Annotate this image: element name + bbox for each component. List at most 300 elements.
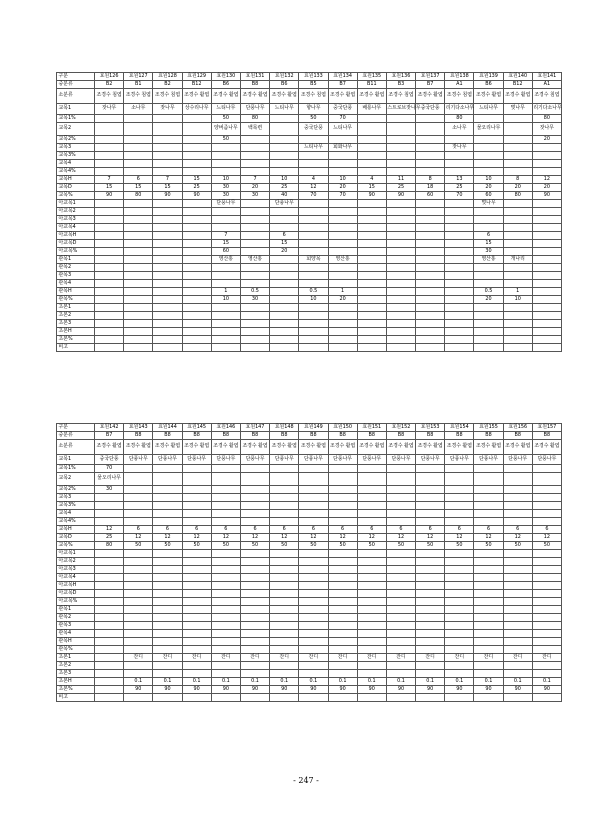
table-cell xyxy=(386,646,415,654)
table-cell: B5 xyxy=(299,81,328,89)
table-cell xyxy=(416,272,445,280)
table-cell xyxy=(445,473,474,486)
table-cell xyxy=(240,630,269,638)
table-cell xyxy=(474,638,503,646)
table-cell xyxy=(124,224,153,232)
table-cell: 90 xyxy=(182,686,211,694)
table-cell xyxy=(416,160,445,168)
table-cell xyxy=(153,494,182,502)
table-cell xyxy=(182,558,211,566)
row-header: 교목3 xyxy=(57,494,95,502)
table-cell xyxy=(532,232,561,240)
table-cell xyxy=(474,216,503,224)
table-cell: B12 xyxy=(503,81,532,89)
row-header: 교목% xyxy=(57,542,95,550)
table-cell: B8 xyxy=(153,432,182,440)
table-cell xyxy=(211,328,240,336)
table-cell xyxy=(124,630,153,638)
table-cell: 90 xyxy=(474,686,503,694)
table-cell xyxy=(182,123,211,136)
table-cell: 단풍나무 xyxy=(153,455,182,465)
table-cell xyxy=(474,224,503,232)
table-cell xyxy=(474,280,503,288)
table-cell xyxy=(357,264,386,272)
table-cell xyxy=(357,115,386,123)
row-header: 중분류 xyxy=(57,81,95,89)
table-row xyxy=(57,344,562,352)
row-header: 교목D xyxy=(57,184,95,192)
table-cell xyxy=(299,208,328,216)
table-cell xyxy=(532,240,561,248)
table-cell xyxy=(270,216,299,224)
table-cell xyxy=(270,296,299,304)
table-cell xyxy=(328,582,357,590)
table-cell xyxy=(95,518,124,526)
row-header: 아교목1 xyxy=(57,200,95,208)
table-cell xyxy=(124,582,153,590)
table-cell xyxy=(299,646,328,654)
table-cell xyxy=(211,694,240,702)
table-row xyxy=(57,248,562,256)
row-header: 교목4% xyxy=(57,168,95,176)
table-cell xyxy=(532,630,561,638)
table-cell xyxy=(182,502,211,510)
table-cell xyxy=(153,670,182,678)
table-cell xyxy=(503,473,532,486)
table-cell xyxy=(503,115,532,123)
table-row xyxy=(57,320,562,328)
table-cell xyxy=(270,168,299,176)
table-cell: 6 xyxy=(299,526,328,534)
table-cell xyxy=(124,465,153,473)
table-cell xyxy=(270,598,299,606)
table-cell: 50 xyxy=(416,542,445,550)
table-cell: 12 xyxy=(270,534,299,542)
table-cell xyxy=(532,622,561,630)
row-header: 아교목D xyxy=(57,240,95,248)
table-cell xyxy=(240,550,269,558)
table-cell: 12 xyxy=(240,534,269,542)
table-cell: 잔디 xyxy=(211,654,240,662)
table-cell xyxy=(532,502,561,510)
row-header: 초본% xyxy=(57,686,95,694)
table-cell xyxy=(182,638,211,646)
row-header: 관목% xyxy=(57,646,95,654)
table-cell: B8 xyxy=(328,432,357,440)
table-cell xyxy=(153,486,182,494)
page-number: - 247 - xyxy=(293,776,319,785)
table-cell xyxy=(124,694,153,702)
table-cell xyxy=(328,670,357,678)
table-cell: 25 xyxy=(445,184,474,192)
table-cell: 0.1 xyxy=(445,678,474,686)
table-cell: 10 xyxy=(211,176,240,184)
table-cell: B8 xyxy=(182,432,211,440)
table-cell xyxy=(240,240,269,248)
table-cell xyxy=(270,152,299,160)
table-cell: 90 xyxy=(182,192,211,200)
table-cell xyxy=(182,264,211,272)
table-row xyxy=(57,144,562,152)
table-cell xyxy=(386,336,415,344)
table-cell xyxy=(211,272,240,280)
table-cell: 조경수 활엽 xyxy=(240,89,269,104)
table-cell xyxy=(270,144,299,152)
table-cell xyxy=(240,622,269,630)
table-cell: 50 xyxy=(328,542,357,550)
table-cell xyxy=(240,304,269,312)
row-header: 교목3% xyxy=(57,502,95,510)
table-cell: 6 xyxy=(532,526,561,534)
table-cell xyxy=(328,550,357,558)
table-cell: 50 xyxy=(474,542,503,550)
table-cell xyxy=(270,136,299,144)
table-cell xyxy=(270,494,299,502)
table-cell xyxy=(299,312,328,320)
table-cell xyxy=(386,694,415,702)
table-cell xyxy=(416,280,445,288)
table-cell: 60 xyxy=(474,192,503,200)
table-cell xyxy=(124,574,153,582)
row-header: 소분류 xyxy=(57,440,95,455)
table-cell xyxy=(299,304,328,312)
table-cell: B8 xyxy=(240,81,269,89)
table-cell xyxy=(153,272,182,280)
table-cell: 15 xyxy=(211,240,240,248)
table-cell xyxy=(386,344,415,352)
table-cell xyxy=(503,168,532,176)
table-cell xyxy=(124,240,153,248)
table-cell xyxy=(416,232,445,240)
table-cell: 20 xyxy=(532,184,561,192)
table-cell xyxy=(95,694,124,702)
table-cell: 0.1 xyxy=(211,678,240,686)
table-cell xyxy=(386,168,415,176)
table-cell: 단풍나무 xyxy=(240,104,269,115)
row-header: 교목H xyxy=(57,176,95,184)
table-cell xyxy=(211,550,240,558)
table-cell xyxy=(240,582,269,590)
table-cell xyxy=(95,582,124,590)
table-cell xyxy=(416,670,445,678)
table-cell xyxy=(328,168,357,176)
table-cell: 단풍나무 xyxy=(211,200,240,208)
table-cell xyxy=(445,272,474,280)
table-cell xyxy=(270,336,299,344)
row-header: 관목4 xyxy=(57,630,95,638)
table-cell xyxy=(240,216,269,224)
table-cell xyxy=(240,465,269,473)
table-cell xyxy=(182,320,211,328)
table-cell xyxy=(299,590,328,598)
table-cell: 조경수 활엽 xyxy=(211,440,240,455)
table-cell: 90 xyxy=(445,686,474,694)
table-cell xyxy=(474,550,503,558)
table-cell xyxy=(532,288,561,296)
row-header: 아교목3 xyxy=(57,216,95,224)
table-cell xyxy=(445,582,474,590)
table-cell xyxy=(182,136,211,144)
table-cell xyxy=(445,606,474,614)
table-cell: 20 xyxy=(270,248,299,256)
table-cell xyxy=(416,465,445,473)
table-cell xyxy=(328,598,357,606)
table-cell xyxy=(328,232,357,240)
table-cell: 50 xyxy=(153,542,182,550)
row-header: 관목H xyxy=(57,638,95,646)
table-cell xyxy=(386,152,415,160)
table-cell: 0.1 xyxy=(357,678,386,686)
table-cell: 6 xyxy=(416,526,445,534)
table-row xyxy=(57,168,562,176)
table-cell xyxy=(153,638,182,646)
table-cell: A1 xyxy=(532,81,561,89)
table-cell xyxy=(357,494,386,502)
table-cell xyxy=(270,486,299,494)
table-cell xyxy=(211,566,240,574)
table-row xyxy=(57,606,562,614)
table-cell xyxy=(328,590,357,598)
table-row xyxy=(57,280,562,288)
table-cell xyxy=(474,566,503,574)
table-cell xyxy=(299,502,328,510)
table-cell xyxy=(124,168,153,176)
row-header: 관목H xyxy=(57,288,95,296)
table-row xyxy=(57,518,562,526)
table-cell xyxy=(124,344,153,352)
table-cell xyxy=(299,264,328,272)
table-row xyxy=(57,574,562,582)
row-header: 초본2 xyxy=(57,312,95,320)
table-cell xyxy=(357,144,386,152)
table-cell xyxy=(386,115,415,123)
table-cell xyxy=(153,598,182,606)
table-cell: 8 xyxy=(503,176,532,184)
table-cell xyxy=(445,280,474,288)
table-cell: B7 xyxy=(416,81,445,89)
table-cell xyxy=(503,272,532,280)
table-cell: 잔디 xyxy=(182,654,211,662)
table-cell xyxy=(416,256,445,264)
table-cell: 양버즘나무 xyxy=(211,123,240,136)
table-cell xyxy=(95,152,124,160)
table-cell xyxy=(299,473,328,486)
table-cell xyxy=(416,494,445,502)
table-cell: 12 xyxy=(153,534,182,542)
table-cell: 20 xyxy=(328,296,357,304)
table-cell xyxy=(416,518,445,526)
table-cell: B8 xyxy=(357,432,386,440)
table-cell xyxy=(124,566,153,574)
table-cell: 7 xyxy=(95,176,124,184)
table-cell xyxy=(95,606,124,614)
table-cell xyxy=(503,502,532,510)
table-cell xyxy=(474,622,503,630)
table-cell: 0.1 xyxy=(124,678,153,686)
table-cell xyxy=(182,288,211,296)
table-row xyxy=(57,486,562,494)
table-cell xyxy=(386,662,415,670)
table-cell: 효원135 xyxy=(357,73,386,81)
table-cell: 30 xyxy=(474,248,503,256)
table-cell xyxy=(153,216,182,224)
table-cell: 조경수 활엽 xyxy=(532,440,561,455)
row-header: 아교목H xyxy=(57,582,95,590)
table-cell: 조경수 활엽 xyxy=(328,440,357,455)
table-cell xyxy=(211,494,240,502)
table-cell xyxy=(445,558,474,566)
table-cell xyxy=(532,328,561,336)
table-cell xyxy=(299,694,328,702)
table-cell: 6 xyxy=(270,526,299,534)
table-cell xyxy=(357,336,386,344)
table-cell xyxy=(328,473,357,486)
table-cell xyxy=(416,248,445,256)
row-header: 관목2 xyxy=(57,264,95,272)
table-cell: 향나무 xyxy=(299,104,328,115)
table-cell xyxy=(328,272,357,280)
table-cell: 효원151 xyxy=(357,424,386,432)
table-cell: 0.1 xyxy=(153,678,182,686)
row-header: 아교목D xyxy=(57,590,95,598)
table-cell xyxy=(240,662,269,670)
table-cell xyxy=(445,550,474,558)
table-cell xyxy=(95,123,124,136)
table-cell: 상수리나무 xyxy=(182,104,211,115)
table-cell xyxy=(124,272,153,280)
table-cell xyxy=(503,152,532,160)
table-cell xyxy=(153,264,182,272)
table-cell: 15 xyxy=(357,184,386,192)
row-header: 교목4 xyxy=(57,510,95,518)
table-cell xyxy=(532,473,561,486)
table-cell: 8 xyxy=(416,176,445,184)
table-cell xyxy=(299,486,328,494)
table-cell xyxy=(182,646,211,654)
table-cell xyxy=(445,304,474,312)
table-cell xyxy=(474,486,503,494)
table-cell: 50 xyxy=(211,542,240,550)
table-row xyxy=(57,566,562,574)
table-cell xyxy=(153,123,182,136)
table-cell xyxy=(474,598,503,606)
table-cell xyxy=(357,518,386,526)
table-cell xyxy=(328,574,357,582)
table-cell xyxy=(503,494,532,502)
table-cell xyxy=(357,216,386,224)
table-cell xyxy=(211,465,240,473)
table-cell xyxy=(386,518,415,526)
table-cell xyxy=(532,152,561,160)
table-cell xyxy=(182,630,211,638)
row-header: 교목D xyxy=(57,534,95,542)
table-cell: 6 xyxy=(503,526,532,534)
table-cell xyxy=(416,582,445,590)
table-cell xyxy=(328,694,357,702)
table-cell xyxy=(328,224,357,232)
table-cell xyxy=(416,288,445,296)
table-cell xyxy=(95,208,124,216)
table-cell xyxy=(416,622,445,630)
table-cell xyxy=(153,582,182,590)
table-cell: 효원126 xyxy=(95,73,124,81)
table-cell xyxy=(532,598,561,606)
table-cell xyxy=(445,614,474,622)
table-cell xyxy=(357,638,386,646)
table-cell xyxy=(124,473,153,486)
table-cell: 0.5 xyxy=(299,288,328,296)
row-header: 아교목H xyxy=(57,232,95,240)
table-cell: 70 xyxy=(299,192,328,200)
table-cell xyxy=(328,208,357,216)
table-cell xyxy=(503,320,532,328)
table-cell: 12 xyxy=(211,534,240,542)
table-cell xyxy=(182,494,211,502)
table-cell xyxy=(153,200,182,208)
table-cell xyxy=(445,598,474,606)
table-cell: 효원144 xyxy=(153,424,182,432)
table-cell: 효원143 xyxy=(124,424,153,432)
table-cell: 벚나무 xyxy=(474,200,503,208)
table-cell xyxy=(95,312,124,320)
table-cell xyxy=(386,566,415,574)
table-cell xyxy=(153,622,182,630)
table-cell xyxy=(95,654,124,662)
table-cell xyxy=(240,328,269,336)
table-cell xyxy=(532,256,561,264)
table-cell: B12 xyxy=(182,81,211,89)
table-cell xyxy=(328,646,357,654)
table-cell xyxy=(270,574,299,582)
table-cell: 조경수 침엽 xyxy=(299,89,328,104)
table-cell xyxy=(357,304,386,312)
table-cell: 잣나무 xyxy=(532,123,561,136)
table-cell: 효원148 xyxy=(270,424,299,432)
table-cell xyxy=(357,473,386,486)
table-cell xyxy=(240,320,269,328)
table-row xyxy=(57,192,562,200)
table-cell xyxy=(328,558,357,566)
row-header: 초본1 xyxy=(57,654,95,662)
table-cell xyxy=(124,320,153,328)
table-cell: 6 xyxy=(328,526,357,534)
table-cell xyxy=(182,614,211,622)
table-cell xyxy=(95,328,124,336)
table-cell: 조경수 활엽 xyxy=(182,440,211,455)
table-cell: 80 xyxy=(445,115,474,123)
table-cell xyxy=(211,312,240,320)
table-cell xyxy=(211,216,240,224)
table-cell xyxy=(445,638,474,646)
table-cell: 6 xyxy=(240,526,269,534)
table-cell xyxy=(95,320,124,328)
table-cell xyxy=(95,678,124,686)
table-cell xyxy=(95,550,124,558)
table-cell xyxy=(532,646,561,654)
table-cell: 0.1 xyxy=(182,678,211,686)
table-cell xyxy=(124,486,153,494)
table-cell xyxy=(182,280,211,288)
table-cell xyxy=(299,622,328,630)
table-cell: 느티나무 xyxy=(270,104,299,115)
table-cell xyxy=(416,344,445,352)
table-cell: 중국단풍 xyxy=(95,455,124,465)
table-cell: 조경수 활엽 xyxy=(240,440,269,455)
table-cell xyxy=(474,168,503,176)
table-cell xyxy=(445,328,474,336)
table-cell: 90 xyxy=(386,192,415,200)
table-cell xyxy=(357,123,386,136)
